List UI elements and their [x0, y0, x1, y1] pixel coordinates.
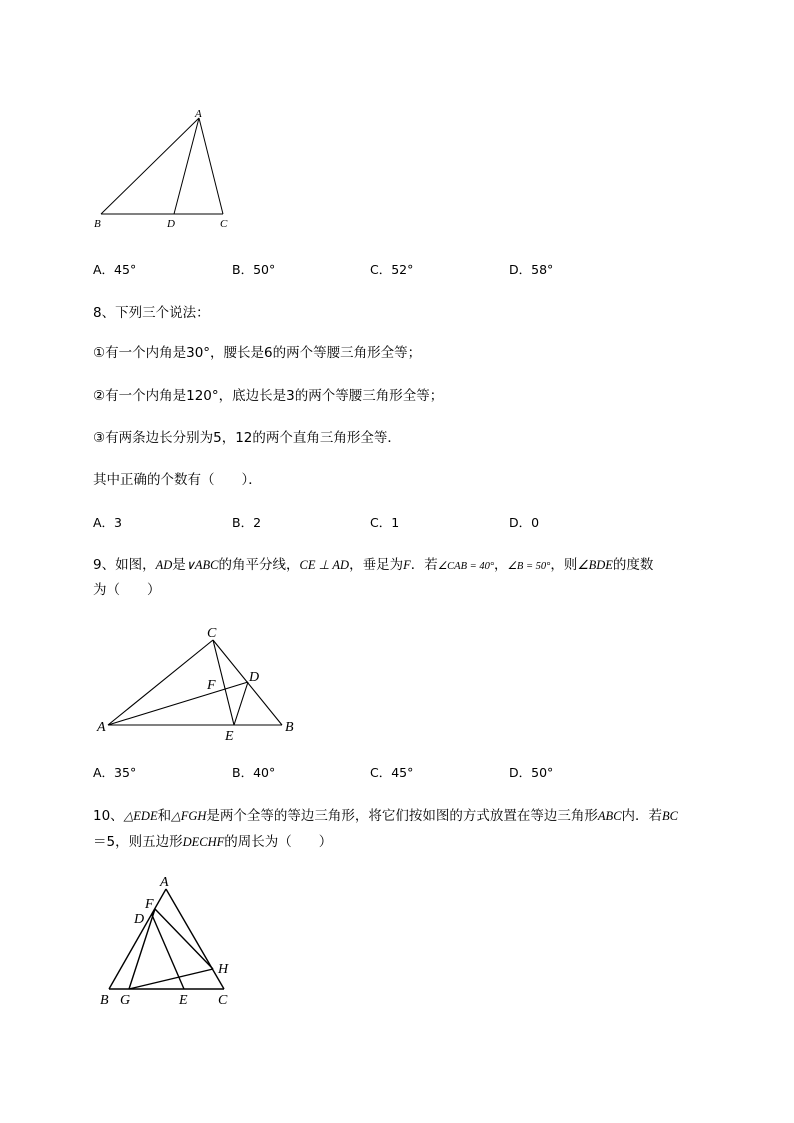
q10-side-bc: BC [662, 809, 679, 823]
q9-is-text: 是 [172, 557, 186, 573]
q9-angle-cab: ∠CAB = 40° [437, 561, 495, 572]
q9-stem-line-1 [93, 555, 653, 577]
q9-segment-ad [108, 682, 248, 725]
q10-triangle-abc: ABC [597, 809, 622, 823]
q7-label-c: C [220, 218, 228, 230]
q10-label-h: H [218, 962, 229, 977]
q9-angle-b: ∠B = 50° [507, 561, 551, 572]
q10-in-text: 内．若 [621, 808, 663, 824]
q7-option-b: B．50° [232, 262, 276, 277]
q9-option-b: B．40° [232, 765, 276, 780]
q9-label-e: E [225, 729, 234, 744]
q9-angle-bde: ∠BDE [577, 558, 613, 572]
q9-triangle: ∨ABC [185, 558, 219, 572]
q10-triangle-figure [0, 865, 794, 1015]
q7-option-c: C．52° [370, 262, 414, 277]
q9-if-text: ．若 [410, 557, 438, 573]
q8-statement-2: ②有一个内角是120°，底边长是3的两个等腰三角形全等； [93, 388, 444, 404]
q9-separator: ， [494, 557, 508, 573]
q8-statement-1: ①有一个内角是30°，腰长是6的两个等腰三角形全等； [93, 345, 422, 361]
q9-degree-text: 的度数 [612, 557, 654, 573]
q8-question: 其中正确的个数有（ ）． [93, 472, 262, 488]
q10-pentagon: DECHF [182, 835, 225, 849]
q10-label-c: C [218, 993, 228, 1008]
q7-option-d: D．58° [509, 262, 554, 277]
q10-mid-text: 是两个全等的等边三角形，将它们按如图的方式放置在等边三角形 [206, 808, 598, 824]
q9-label-d: D [249, 670, 260, 685]
q7-label-b: B [94, 218, 101, 230]
q10-label-a: A [160, 875, 169, 890]
q8-statement-3: ③有两条边长分别为5，12的两个直角三角形全等． [93, 430, 401, 446]
q9-triangle-figure [0, 610, 794, 745]
q8-option-b: B．2 [232, 515, 262, 530]
q10-and-text: 和 [157, 808, 172, 824]
q9-segment-ac [108, 640, 213, 725]
q7-segment-ad [174, 118, 199, 214]
q8-option-a: A．3 [93, 515, 123, 530]
q10-segment-de [152, 915, 184, 989]
q9-bisector-text: 的角平分线， [218, 557, 300, 573]
q10-stem-line-1 [93, 806, 678, 826]
q7-segment-ac [199, 118, 223, 214]
q9-prefix: 9、如图， [93, 557, 156, 573]
q10-stem-line-2 [93, 832, 332, 852]
q8-option-d: D．0 [509, 515, 540, 530]
q9-option-d: D．50° [509, 765, 554, 780]
q10-label-g: G [120, 993, 131, 1008]
q10-triangle-2: △FGH [171, 809, 207, 823]
q7-option-a: A．45° [93, 262, 137, 277]
q9-point-f: F [403, 558, 411, 572]
q10-line2-prefix: ＝5，则五边形 [93, 834, 183, 850]
q9-option-c: C．45° [370, 765, 414, 780]
q10-prefix: 10、 [93, 808, 124, 824]
q9-label-b: B [285, 720, 294, 735]
q9-ad: AD [155, 558, 173, 572]
q9-segment-de [234, 682, 248, 725]
q9-perpendicular: CE ⊥ AD [299, 558, 350, 572]
q9-option-a: A．35° [93, 765, 137, 780]
q10-label-b: B [100, 993, 109, 1008]
q9-label-a: A [97, 720, 106, 735]
q9-foot-text: ，垂足为 [349, 557, 404, 573]
q7-segment-ab [101, 118, 199, 214]
q10-label-d: D [134, 912, 145, 927]
q7-triangle-figure [0, 0, 794, 240]
q8-title: 8、下列三个说法： [93, 305, 210, 321]
q10-label-e: E [179, 993, 188, 1008]
q8-option-c: C．1 [370, 515, 400, 530]
q9-label-c: C [207, 626, 217, 641]
q9-stem-line-2: 为（ ） [93, 582, 161, 598]
q10-label-f: F [145, 897, 154, 912]
q10-triangle-1: △EDE [123, 809, 158, 823]
q9-then-text: ，则 [550, 557, 578, 573]
q10-line2-suffix: 的周长为（ ） [224, 834, 333, 850]
q10-segment-gh [129, 969, 213, 989]
q7-label-d: D [167, 218, 175, 230]
q10-segment-fh [155, 909, 213, 969]
q10-segment-ab [109, 889, 166, 989]
q9-label-f: F [207, 678, 216, 693]
q7-label-a: A [195, 108, 202, 120]
